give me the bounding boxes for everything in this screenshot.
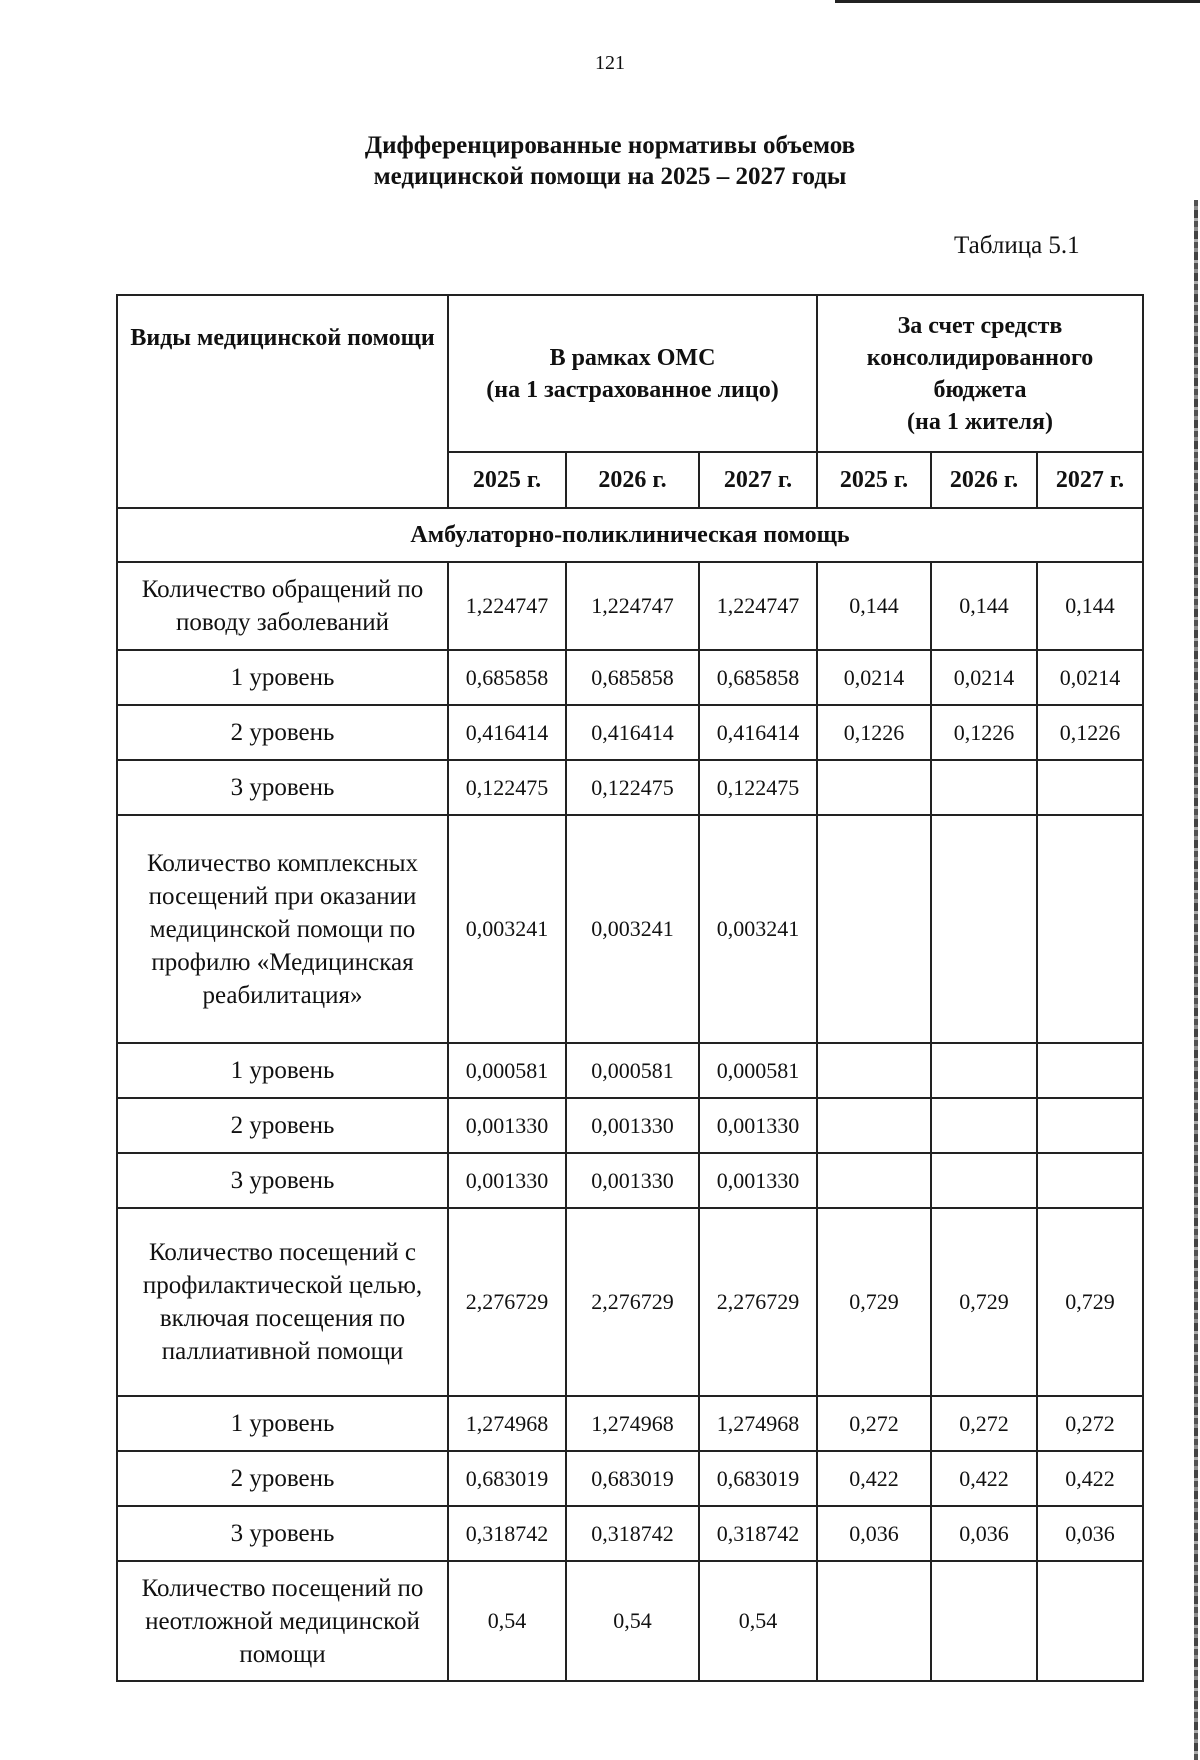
cell-budget-2026: 0,422 bbox=[931, 1451, 1037, 1506]
header-year-budget-2026: 2026 г. bbox=[931, 452, 1037, 508]
header-year-budget-2027: 2027 г. bbox=[1037, 452, 1143, 508]
cell-budget-2027: 0,144 bbox=[1037, 562, 1143, 650]
row-label: Количество комплексных посещений при оказании медицинской помощи по профилю «Медицинская реабилитация» bbox=[117, 815, 448, 1043]
table-row bbox=[117, 1098, 1143, 1153]
cell-oms-2026: 0,416414 bbox=[566, 705, 699, 760]
cell-budget-2025 bbox=[817, 1098, 931, 1153]
cell-budget-2027: 0,1226 bbox=[1037, 705, 1143, 760]
row-label: 3 уровень bbox=[117, 760, 448, 815]
cell-oms-2027: 2,276729 bbox=[699, 1208, 817, 1396]
cell-budget-2027 bbox=[1037, 1153, 1143, 1208]
header-budget-line-1: За счет средств bbox=[897, 312, 1063, 339]
table-row bbox=[117, 1153, 1143, 1208]
cell-budget-2027 bbox=[1037, 815, 1143, 1043]
cell-budget-2026: 0,729 bbox=[931, 1208, 1037, 1396]
cell-oms-2026: 0,685858 bbox=[566, 650, 699, 705]
header-oms-line-1: В рамках ОМС bbox=[549, 344, 716, 371]
cell-oms-2027: 0,683019 bbox=[699, 1451, 817, 1506]
cell-budget-2027: 0,729 bbox=[1037, 1208, 1143, 1396]
cell-oms-2026: 1,224747 bbox=[566, 562, 699, 650]
row-label: 1 уровень bbox=[117, 1043, 448, 1098]
row-label: 1 уровень bbox=[117, 650, 448, 705]
cell-budget-2027 bbox=[1037, 760, 1143, 815]
cell-budget-2027: 0,036 bbox=[1037, 1506, 1143, 1561]
cell-oms-2025: 0,000581 bbox=[448, 1043, 566, 1098]
cell-budget-2026 bbox=[931, 1098, 1037, 1153]
row-label: 2 уровень bbox=[117, 1451, 448, 1506]
row-label: Количество посещений с профилактической целью, включая посещения по паллиативной помощи bbox=[117, 1208, 448, 1396]
cell-oms-2026: 1,274968 bbox=[566, 1396, 699, 1451]
cell-oms-2025: 0,001330 bbox=[448, 1098, 566, 1153]
cell-oms-2027: 0,318742 bbox=[699, 1506, 817, 1561]
table-row bbox=[117, 1208, 1143, 1396]
cell-oms-2026: 2,276729 bbox=[566, 1208, 699, 1396]
header-oms bbox=[448, 295, 817, 452]
cell-budget-2025: 0,422 bbox=[817, 1451, 931, 1506]
cell-budget-2027 bbox=[1037, 1043, 1143, 1098]
cell-budget-2026 bbox=[931, 1561, 1037, 1681]
cell-oms-2025: 1,224747 bbox=[448, 562, 566, 650]
cell-budget-2026 bbox=[931, 1043, 1037, 1098]
header-year-budget-2025: 2025 г. bbox=[817, 452, 931, 508]
cell-oms-2026: 0,683019 bbox=[566, 1451, 699, 1506]
cell-budget-2025: 0,144 bbox=[817, 562, 931, 650]
cell-budget-2025: 0,272 bbox=[817, 1396, 931, 1451]
document-title-line-2: медицинской помощи на 2025 – 2027 годы bbox=[373, 163, 847, 190]
cell-oms-2027: 0,000581 bbox=[699, 1043, 817, 1098]
cell-oms-2025: 1,274968 bbox=[448, 1396, 566, 1451]
cell-oms-2027: 0,001330 bbox=[699, 1153, 817, 1208]
row-label: Количество обращений по поводу заболеваний bbox=[117, 562, 448, 650]
header-year-oms-2026: 2026 г. bbox=[566, 452, 699, 508]
header-year-oms-2027: 2027 г. bbox=[699, 452, 817, 508]
cell-budget-2026: 0,036 bbox=[931, 1506, 1037, 1561]
cell-budget-2026: 0,272 bbox=[931, 1396, 1037, 1451]
cell-budget-2026: 0,144 bbox=[931, 562, 1037, 650]
cell-oms-2025: 0,122475 bbox=[448, 760, 566, 815]
cell-budget-2026: 0,0214 bbox=[931, 650, 1037, 705]
table-row bbox=[117, 1043, 1143, 1098]
row-label: 3 уровень bbox=[117, 1506, 448, 1561]
row-label: Количество посещений по неотложной медицинской помощи bbox=[117, 1561, 448, 1681]
table-row bbox=[117, 650, 1143, 705]
header-budget-line-4: (на 1 жителя) bbox=[907, 408, 1053, 435]
cell-oms-2025: 0,001330 bbox=[448, 1153, 566, 1208]
cell-oms-2027: 0,001330 bbox=[699, 1098, 817, 1153]
cell-oms-2027: 1,274968 bbox=[699, 1396, 817, 1451]
scan-edge-line bbox=[1194, 200, 1198, 1760]
cell-oms-2025: 2,276729 bbox=[448, 1208, 566, 1396]
table-row bbox=[117, 1396, 1143, 1451]
cell-oms-2027: 0,54 bbox=[699, 1561, 817, 1681]
cell-oms-2025: 0,54 bbox=[448, 1561, 566, 1681]
norms-table bbox=[116, 294, 1144, 1682]
header-kind: Виды медицинской помощи bbox=[117, 295, 448, 508]
cell-budget-2027 bbox=[1037, 1561, 1143, 1681]
cell-budget-2027: 0,0214 bbox=[1037, 650, 1143, 705]
table-row bbox=[117, 1561, 1143, 1681]
row-label: 2 уровень bbox=[117, 705, 448, 760]
cell-budget-2025: 0,0214 bbox=[817, 650, 931, 705]
cell-oms-2027: 0,685858 bbox=[699, 650, 817, 705]
cell-budget-2026: 0,1226 bbox=[931, 705, 1037, 760]
row-label: 2 уровень bbox=[117, 1098, 448, 1153]
cell-budget-2025 bbox=[817, 760, 931, 815]
cell-oms-2026: 0,001330 bbox=[566, 1098, 699, 1153]
cell-oms-2026: 0,54 bbox=[566, 1561, 699, 1681]
cell-budget-2027: 0,422 bbox=[1037, 1451, 1143, 1506]
cell-oms-2027: 0,003241 bbox=[699, 815, 817, 1043]
cell-oms-2026: 0,122475 bbox=[566, 760, 699, 815]
cell-budget-2025: 0,1226 bbox=[817, 705, 931, 760]
cell-oms-2025: 0,683019 bbox=[448, 1451, 566, 1506]
cell-budget-2025: 0,036 bbox=[817, 1506, 931, 1561]
cell-oms-2027: 0,416414 bbox=[699, 705, 817, 760]
cell-budget-2026 bbox=[931, 1153, 1037, 1208]
header-budget bbox=[817, 295, 1143, 452]
top-border-line bbox=[835, 0, 1200, 3]
cell-oms-2025: 0,318742 bbox=[448, 1506, 566, 1561]
cell-budget-2027: 0,272 bbox=[1037, 1396, 1143, 1451]
cell-budget-2025 bbox=[817, 1043, 931, 1098]
table-row bbox=[117, 760, 1143, 815]
cell-oms-2027: 0,122475 bbox=[699, 760, 817, 815]
cell-oms-2025: 0,685858 bbox=[448, 650, 566, 705]
table-row bbox=[117, 562, 1143, 650]
row-label: 1 уровень bbox=[117, 1396, 448, 1451]
cell-oms-2025: 0,003241 bbox=[448, 815, 566, 1043]
table-caption: Таблица 5.1 bbox=[954, 232, 1080, 259]
document-title bbox=[0, 130, 1200, 192]
section-title: Амбулаторно-поликлиническая помощь bbox=[117, 508, 1143, 562]
cell-oms-2026: 0,003241 bbox=[566, 815, 699, 1043]
header-oms-line-2: (на 1 застрахованное лицо) bbox=[486, 376, 779, 403]
cell-budget-2025 bbox=[817, 1153, 931, 1208]
page-number: 121 bbox=[595, 52, 625, 74]
cell-budget-2025 bbox=[817, 815, 931, 1043]
cell-budget-2025: 0,729 bbox=[817, 1208, 931, 1396]
cell-oms-2026: 0,318742 bbox=[566, 1506, 699, 1561]
table-row bbox=[117, 815, 1143, 1043]
header-budget-line-2: консолидированного bbox=[866, 344, 1094, 371]
cell-budget-2025 bbox=[817, 1561, 931, 1681]
row-label: 3 уровень bbox=[117, 1153, 448, 1208]
cell-budget-2027 bbox=[1037, 1098, 1143, 1153]
header-year-oms-2025: 2025 г. bbox=[448, 452, 566, 508]
document-title-line-1: Дифференцированные нормативы объемов bbox=[364, 132, 856, 159]
cell-oms-2025: 0,416414 bbox=[448, 705, 566, 760]
table-row bbox=[117, 1506, 1143, 1561]
header-row-groups bbox=[117, 295, 1143, 452]
cell-budget-2026 bbox=[931, 760, 1037, 815]
section-row bbox=[117, 508, 1143, 562]
cell-oms-2026: 0,000581 bbox=[566, 1043, 699, 1098]
cell-oms-2026: 0,001330 bbox=[566, 1153, 699, 1208]
cell-budget-2026 bbox=[931, 815, 1037, 1043]
table-row bbox=[117, 1451, 1143, 1506]
header-budget-line-3: бюджета bbox=[933, 376, 1027, 403]
table-row bbox=[117, 705, 1143, 760]
cell-oms-2027: 1,224747 bbox=[699, 562, 817, 650]
